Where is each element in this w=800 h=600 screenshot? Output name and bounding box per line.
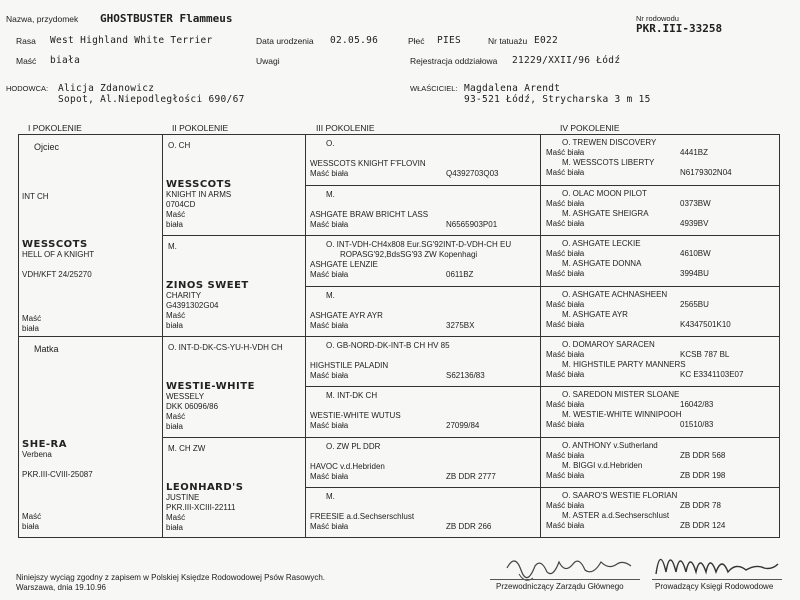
gen4-name: O. ASHGATE LECKIE xyxy=(562,239,641,248)
gen2-color-label: Maść xyxy=(166,311,186,320)
gen3-reg: ZB DDR 2777 xyxy=(446,472,496,481)
gen4-name: M. HIGHSTILE PARTY MANNERS xyxy=(562,360,686,369)
sex-label: Płeć xyxy=(408,36,425,46)
gen4-name: O. SAARO'S WESTIE FLORIAN xyxy=(562,491,678,500)
sire-title: INT CH xyxy=(22,192,49,201)
gen2-color: biała xyxy=(166,220,183,229)
gen3-color: Maść biała xyxy=(310,522,349,531)
gen4-reg: 0373BW xyxy=(680,199,711,208)
gen2-block xyxy=(166,382,255,432)
gen4-color: Maść biała xyxy=(546,350,585,359)
gen2-color-label: Maść xyxy=(166,412,186,421)
gen2-reg: DKK 06096/86 xyxy=(166,402,219,411)
gen2-color-label: Maść xyxy=(166,513,186,522)
gen2-reg: 0704CD xyxy=(166,200,196,209)
dob-label: Data urodzenia xyxy=(256,36,314,46)
breeder-address: Sopot, Al.Niepodległości 690/67 xyxy=(58,94,245,105)
gen3-name: WESTIE-WHITE WUTUS xyxy=(310,411,401,420)
gen2-sub: JUSTINE xyxy=(166,493,200,502)
dam-reg: PKR.III-CVIII-25087 xyxy=(22,470,93,479)
dam-block xyxy=(22,440,93,480)
gen3-color: Maść biała xyxy=(310,169,349,178)
gen4-name: M. ASHGATE SHEIGRA xyxy=(562,209,649,218)
sire-color: Maść biała xyxy=(22,314,42,333)
gen4-reg: KCSB 787 BL xyxy=(680,350,730,359)
footer-statement: Niniejszy wyciąg zgodny z zapisem w Polskiej Księdze Rodowodowej Psów Rasowych. xyxy=(16,573,326,582)
sire-sub: HELL OF A KNIGHT xyxy=(22,250,95,259)
gen4-color: Maść biała xyxy=(546,471,585,480)
gen2-sub: WESSELY xyxy=(166,392,205,401)
gen3-color: Maść biała xyxy=(310,270,349,279)
gen3-reg: 3275BX xyxy=(446,321,475,330)
breed-value: West Highland White Terrier xyxy=(50,35,213,46)
name-label: Nazwa, przydomek xyxy=(6,14,79,24)
gen3-reg: 0611BZ xyxy=(446,270,474,279)
gen4-heading: IV POKOLENIE xyxy=(560,123,620,133)
dob-value: 02.05.96 xyxy=(330,35,379,46)
gen4-color: Maść biała xyxy=(546,521,585,530)
gen4-color: Maść biała xyxy=(546,320,585,329)
dam-sub: Verbena xyxy=(22,450,52,459)
gen4-name: O. SAREDON MISTER SLOANE xyxy=(562,390,680,399)
gen2-color: biała xyxy=(166,321,183,330)
gen4-reg: ZB DDR 124 xyxy=(680,521,726,530)
gen4-color: Maść biała xyxy=(546,199,585,208)
gen3-title: O. INT-VDH-CH4x808 Eur.SG'92INT-D-VDH-CH EU xyxy=(326,240,512,249)
sire-name: WESSCOTS xyxy=(22,239,88,250)
gen4-name: O. DOMAROY SARACEN xyxy=(562,340,655,349)
gen4-color: Maść biała xyxy=(546,249,585,258)
gen4-color: Maść biała xyxy=(546,300,585,309)
gen4-name: M. WESTIE-WHITE WINNIPOOH xyxy=(562,410,682,419)
registration-label: Rejestracja oddziałowa xyxy=(410,56,498,66)
gen3-color: Maść biała xyxy=(310,472,349,481)
remarks-label: Uwagi xyxy=(256,56,280,66)
gen4-reg: ZB DDR 568 xyxy=(680,451,726,460)
dam-label: Matka xyxy=(34,344,59,354)
gen4-color: Maść biała xyxy=(546,420,585,429)
gen4-name: O. ANTHONY v.Sutherland xyxy=(562,441,658,450)
gen2-title: O. CH xyxy=(168,141,191,150)
sign1-label: Przewodniczący Zarządu Głównego xyxy=(496,582,624,591)
reg-no-value: PKR.III-33258 xyxy=(636,22,723,35)
breed-label: Rasa xyxy=(16,36,36,46)
dam-name: SHE-RA xyxy=(22,439,67,450)
registration-value: 21229/XXII/96 Łódź xyxy=(512,55,621,66)
reg-no-label: Nr rodowodu xyxy=(636,14,679,23)
gen3-reg: 27099/84 xyxy=(446,421,480,430)
gen4-color: Maść biała xyxy=(546,400,585,409)
gen4-name: O. ASHGATE ACHNASHEEN xyxy=(562,290,668,299)
gen2-heading: II POKOLENIE xyxy=(172,123,229,133)
gen4-name: M. ASTER a.d.Sechserschlust xyxy=(562,511,670,520)
gen3-reg: Q4392703Q03 xyxy=(446,169,499,178)
gen2-sub: CHARITY xyxy=(166,291,202,300)
gen4-reg: 16042/83 xyxy=(680,400,714,409)
gen3-heading: III POKOLENIE xyxy=(316,123,375,133)
tattoo-label: Nr tatuażu xyxy=(488,36,528,46)
gen3-title: M. xyxy=(326,492,335,501)
gen4-reg: 2565BU xyxy=(680,300,709,309)
gen4-color: Maść biała xyxy=(546,168,585,177)
gen3-title: M. INT-DK CH xyxy=(326,391,378,400)
gen3-color: Maść biała xyxy=(310,321,349,330)
signature-registrar-scribble xyxy=(652,542,782,587)
owner-address: 93-521 Łódź, Strycharska 3 m 15 xyxy=(464,94,651,105)
gen2-color: biała xyxy=(166,523,183,532)
gen4-name: M. ASHGATE AYR xyxy=(562,310,628,319)
gen2-name: LEONHARD'S xyxy=(166,482,244,493)
gen2-color: biała xyxy=(166,422,183,431)
gen4-name: M. BIGGI v.d.Hebriden xyxy=(562,461,643,470)
gen2-block xyxy=(166,483,243,533)
tattoo-value: E022 xyxy=(534,35,559,46)
gen3-name: ASHGATE AYR AYR xyxy=(310,311,383,320)
gen4-color: Maść biała xyxy=(546,148,585,157)
sex-value: PIES xyxy=(437,35,462,46)
gen4-reg: ZB DDR 78 xyxy=(680,501,721,510)
gen4-reg: 3994BU xyxy=(680,269,709,278)
gen3-reg: ZB DDR 266 xyxy=(446,522,492,531)
gen2-title: M. xyxy=(168,242,177,251)
gen3-color: Maść biała xyxy=(310,220,349,229)
gen4-color: Maść biała xyxy=(546,370,585,379)
gen3-name: HAVOC v.d.Hebriden xyxy=(310,462,385,471)
gen4-reg: ZB DDR 198 xyxy=(680,471,726,480)
gen4-name: O. TREWEN DISCOVERY xyxy=(562,138,657,147)
gen3-title: O. xyxy=(326,139,335,148)
gen2-name: WESTIE-WHITE xyxy=(166,381,255,392)
gen4-reg: N6179302N04 xyxy=(680,168,732,177)
owner-name: Magdalena Arendt xyxy=(464,83,561,94)
gen4-color: Maść biała xyxy=(546,501,585,510)
gen4-color: Maść biała xyxy=(546,219,585,228)
gen2-block xyxy=(166,281,249,331)
gen2-color-label: Maść xyxy=(166,210,186,219)
gen3-title-cont: ROPASG'92,BdsSG'93 ZW Kopenhagi xyxy=(340,250,478,259)
gen2-sub: KNIGHT IN ARMS xyxy=(166,190,232,199)
gen2-name: ZINOS SWEET xyxy=(166,280,249,291)
gen3-name: FREESIE a.d.Sechserschlust xyxy=(310,512,415,521)
gen3-reg: S62136/83 xyxy=(446,371,485,380)
gen3-color: Maść biała xyxy=(310,371,349,380)
gen3-name: WESSCOTS KNIGHT F'FLOVIN xyxy=(310,159,426,168)
gen4-name: M. WESSCOTS LIBERTY xyxy=(562,158,655,167)
breeder-name: Alicja Zdanowicz xyxy=(58,83,155,94)
breeder-label: HODOWCA: xyxy=(6,84,49,93)
color-value: biała xyxy=(50,55,81,66)
gen3-name: ASHGATE BRAW BRICHT LASS xyxy=(310,210,429,219)
gen4-reg: 4939BV xyxy=(680,219,709,228)
gen3-reg: N6565903P01 xyxy=(446,220,498,229)
gen4-reg: 4441BZ xyxy=(680,148,709,157)
sire-block xyxy=(22,240,94,280)
gen3-title: M. xyxy=(326,291,335,300)
owner-label: WŁAŚCICIEL: xyxy=(410,84,458,93)
sire-label: Ojciec xyxy=(34,142,60,152)
sign2-label: Prowadzący Księgi Rodowodowe xyxy=(655,582,774,591)
gen3-name: HIGHSTILE PALADIN xyxy=(310,361,389,370)
gen4-reg: 4610BW xyxy=(680,249,711,258)
gen4-color: Maść biała xyxy=(546,451,585,460)
gen2-reg: PKR.III-XCIII-22111 xyxy=(166,503,236,512)
dog-name: GHOSTBUSTER Flammeus xyxy=(100,12,233,25)
gen4-name: M. ASHGATE DONNA xyxy=(562,259,642,268)
gen4-color: Maść biała xyxy=(546,269,585,278)
gen4-reg: K4347501K10 xyxy=(680,320,731,329)
color-label: Maść xyxy=(16,56,37,66)
sire-reg: VDH/KFT 24/25270 xyxy=(22,270,92,279)
gen4-reg: 01510/83 xyxy=(680,420,714,429)
gen3-name: ASHGATE LENZIE xyxy=(310,260,378,269)
footer-place-date: Warszawa, dnia 19.10.96 xyxy=(16,583,106,592)
gen3-title: M. xyxy=(326,190,335,199)
gen2-block xyxy=(166,180,232,230)
gen2-reg: G4391302G04 xyxy=(166,301,219,310)
gen3-title: O. ZW PL DDR xyxy=(326,442,381,451)
gen3-color: Maść biała xyxy=(310,421,349,430)
gen2-name: WESSCOTS xyxy=(166,179,232,190)
gen3-title: O. GB-NORD-DK-INT-B CH HV 85 xyxy=(326,341,450,350)
gen2-title: O. INT-D-DK-CS-YU-H-VDH CH xyxy=(168,343,283,352)
gen4-reg: KC E3341103E07 xyxy=(680,370,744,379)
gen2-title: M. CH ZW xyxy=(168,444,206,453)
dam-color: Maść biała xyxy=(22,512,42,531)
gen4-name: O. OLAC MOON PILOT xyxy=(562,189,647,198)
gen1-heading: I POKOLENIE xyxy=(28,123,82,133)
